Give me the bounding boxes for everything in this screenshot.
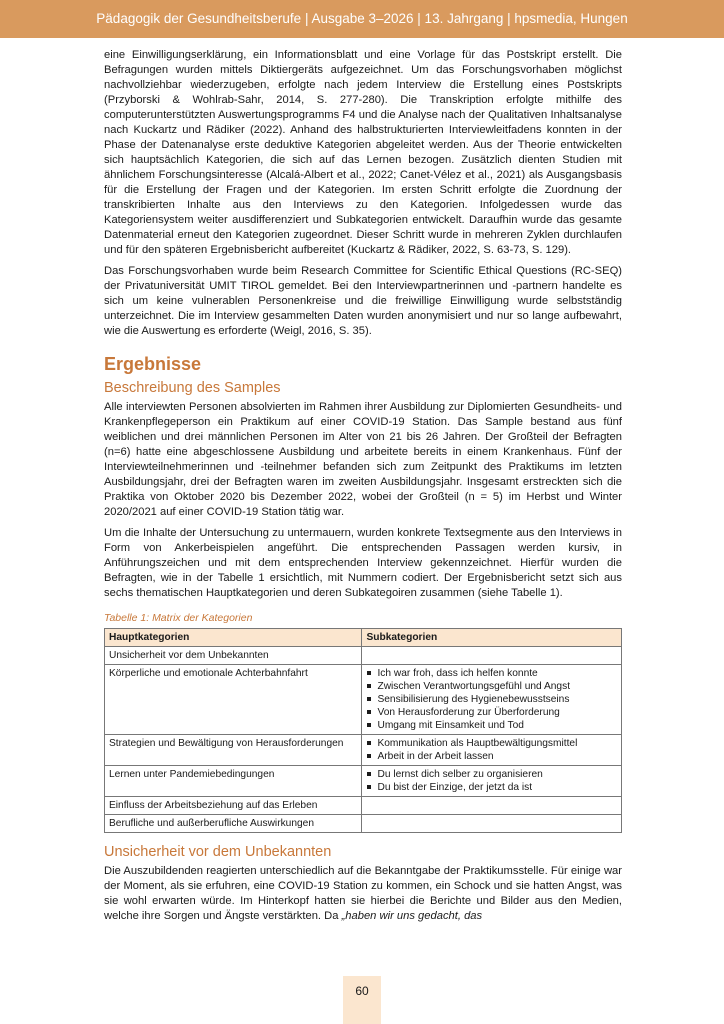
main-category-cell: Unsicherheit vor dem Unbekannten <box>105 647 362 665</box>
subcategory-list <box>366 667 617 732</box>
subcategory-item: Du bist der Einzige, der jetzt da ist <box>366 781 617 794</box>
subcategory-item: Sensibilisierung des Hygienebewusstseins <box>366 693 617 706</box>
table-row <box>105 735 622 766</box>
subcategory-item: Umgang mit Einsamkeit und Tod <box>366 719 617 732</box>
main-category-cell: Lernen unter Pandemiebedingungen <box>105 766 362 797</box>
sub-category-cell <box>362 797 622 815</box>
table-header-main: Hauptkategorien <box>105 629 362 647</box>
subsection-title-uncertainty: Unsicherheit vor dem Unbekannten <box>104 844 332 860</box>
main-category-cell: Strategien und Bewältigung von Herausforderungen <box>105 735 362 766</box>
subcategory-item: Von Herausforderung zur Überforderung <box>366 706 617 719</box>
subsection-title-sample: Beschreibung des Samples <box>104 380 281 396</box>
sub-category-cell <box>362 815 622 833</box>
category-matrix-table <box>104 628 622 833</box>
sub-category-cell <box>362 766 622 797</box>
table-header-row <box>105 629 622 647</box>
sub-category-cell <box>362 647 622 665</box>
sub-category-cell <box>362 665 622 735</box>
subcategory-item: Kommunikation als Hauptbewältigungsmittel <box>366 737 617 750</box>
subcategory-item: Du lernst dich selber zu organisieren <box>366 768 617 781</box>
table-body <box>105 647 622 833</box>
main-category-cell: Berufliche und außerberufliche Auswirkungen <box>105 815 362 833</box>
sub-category-cell <box>362 735 622 766</box>
subcategory-item: Ich war froh, dass ich helfen konnte <box>366 667 617 680</box>
table-row <box>105 665 622 735</box>
section-title-ergebnisse: Ergebnisse <box>104 354 202 374</box>
uncertainty-paragraph <box>104 864 622 924</box>
intro-paragraph-1: eine Einwilligungserklärung, ein Informationsblatt und eine Vorlage für das Postskript erstellt. Die Befragungen wurden mittels Diktiergeräts aufgezeichnet. Um das Forschungsvorhaben möglichst nachvollziehbar wiederzugeben, erfolgte nach jedem Interview die Erstellung eines Postskripts (Przyborski & Wohlrab-Sahr, 2014, S. 277-280). Die Transkription erfolgte mithilfe des computerunterstützten Auswertungsprogramms F4 und die Analyse nach der Qualitativen Inhaltsanalyse nach Kuckartz und Rädiker (2022). Anhand des halbstrukturierten Interviewleitfadens konnten in der Phase der Datenanalyse erste deduktive Kategorien abgeleitet werden. Aus der Theorie entwickelten sich hauptsächlich Kategorien, die sich auf das Lernen bezogen. Zusätzlich dienten Studien mit ähnlichem Forschungsinteresse (Alcalá-Albert et al., 2022; Canet-Vélez et al., 2021) als Ausgangsbasis für die Erstellung der Fragen und der Kategorien. Im ersten Schritt erfolgte die Zuordnung der transkribierten Inhalte aus den Interviews zu den Kategorien. Infolgedessen wurde das Kategoriensystem weiter ausdifferenziert und Subkategorien entwickelt. Daraufhin wurde das gesamte Datenmaterial erneut den Kategorien zugeordnet. Dieser Schritt wurde in mehreren Zyklen durchlaufen und für den späteren Ergebnisbericht aufbereitet (Kuckartz & Rädiker, 2022, S. 63-73, S. 129). <box>104 49 622 256</box>
subcategory-item: Arbeit in der Arbeit lassen <box>366 750 617 763</box>
intro-paragraph-2: Das Forschungsvorhaben wurde beim Research Committee for Scientific Ethical Questions (RC-SEQ) der Privatuniversität UMIT TIROL gemeldet. Bei den Interviewpartnerinnen und -partnern handelte es sich um keine vulnerablen Personenkreise und die freiwillige Einwilligung wurde selbstständig unterzeichnet. Die im Interview gesammelten Daten wurden anonymisiert und nur so lange aufbewahrt, wie die Auswertung es erforderte (Weigl, 2016, S. 35). <box>104 265 622 337</box>
uncertainty-paragraph-quote: „haben wir uns gedacht, das <box>341 910 483 922</box>
table-row <box>105 815 622 833</box>
table-row <box>105 647 622 665</box>
subcategory-item: Zwischen Verantwortungsgefühl und Angst <box>366 680 617 693</box>
table-row <box>105 766 622 797</box>
main-category-cell: Körperliche und emotionale Achterbahnfahrt <box>105 665 362 735</box>
table-caption: Tabelle 1: Matrix der Kategorien <box>104 612 253 624</box>
subcategory-list <box>366 768 617 794</box>
article-body <box>104 48 622 930</box>
table-row <box>105 797 622 815</box>
subcategory-list <box>366 737 617 763</box>
running-header <box>0 0 724 38</box>
page-number: 60 <box>343 976 381 1024</box>
sample-paragraph-2: Um die Inhalte der Untersuchung zu untermauern, wurden konkrete Textsegmente aus den Interviews in Form von Ankerbeispielen angeführt. Die entsprechenden Passagen werden kursiv, in Anführungszeichen und mit dem entsprechenden Interview gekennzeichnet. Hierfür wurden die Befragten, wie in der Tabelle 1 ersichtlich, mit Nummern codiert. Der Ergebnisbericht setzt sich aus sechs thematischen Hauptkategorien und deren Subkategoiren zusammen (siehe Tabelle 1). <box>104 527 622 599</box>
sample-paragraph-1: Alle interviewten Personen absolvierten im Rahmen ihrer Ausbildung zur Diplomierten Gesundheits- und Krankenpflegeperson ein Praktikum auf einer COVID-19 Station. Das Sample bestand aus fünf weiblichen und drei männlichen Personen im Alter von 21 bis 26 Jahren. Der Großteil der Befragten (n=6) hatte eine abgeschlossene Ausbildung und arbeitete bereits in einem Krankenhaus. Fünf der Interviewteilnehmerinnen und -teilnehmer befanden sich zum Zeitpunkt des Praktikums im letzten Ausbildungsjahr, drei der Befragten waren im zweiten Ausbildungsjahr. Insgesamt erstreckten sich die Praktika von Oktober 2020 bis Dezember 2022, wobei der Großteil (n = 5) im Herbst und Winter 2020/2021 auf einer COVID-19 Station tätig war. <box>104 401 622 518</box>
running-header-text: Pädagogik der Gesundheitsberufe | Ausgabe 3–2026 | 13. Jahrgang | hpsmedia, Hungen <box>96 11 628 26</box>
table-header-sub: Subkategorien <box>362 629 622 647</box>
uncertainty-paragraph-text: Die Auszubildenden reagierten unterschiedlich auf die Bekanntgabe der Praktikumsstelle. Für einige war der Moment, als sie erfuhren, eine COVID-19 Station zu kommen, ein Schock und sie hatten Angst, was sie wohl erwarten würde. Im Hinterkopf hatten sie hierbei die Berichte und Bilder aus den Medien, welche ihre Sorgen und Ängste verstärkten. Da <box>104 865 622 922</box>
main-category-cell: Einfluss der Arbeitsbeziehung auf das Erleben <box>105 797 362 815</box>
